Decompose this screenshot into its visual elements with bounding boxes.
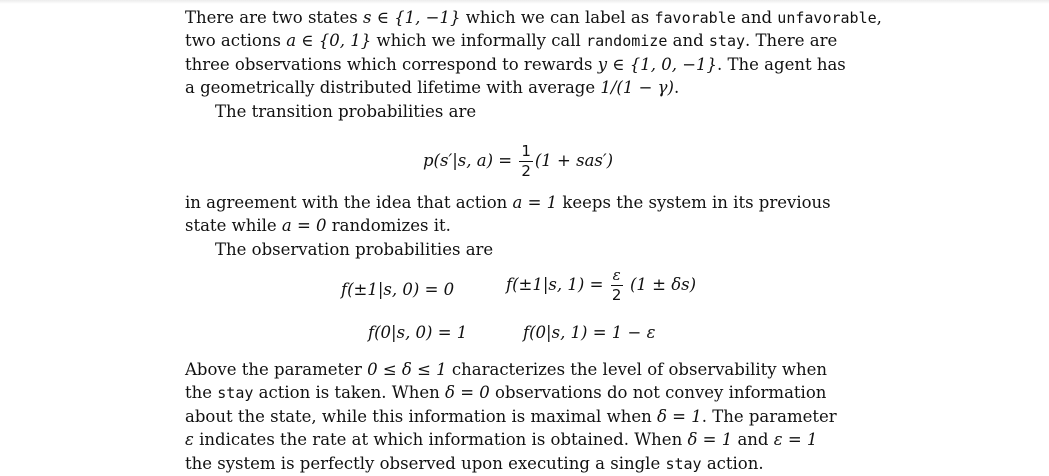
paragraph1-line2 [185,29,885,52]
text: and [735,8,778,27]
text: keeps the system in its previous [557,193,831,212]
text: The transition probabilities are [215,101,477,121]
math-a-eq-0: a = 0 [281,216,327,236]
math-rewards-set: y ∈ {1, 0, −1} [597,54,718,74]
math-f-0-s1: f(0|s, 1) = 1 − ε [523,323,656,342]
paragraph2-line1 [185,191,885,214]
document-body [185,6,885,123]
text: action. [701,453,764,473]
text: observations do not convey information [489,383,827,403]
paragraph1-line3 [185,53,885,76]
text: characterizes the level of observability when [446,360,827,379]
text: three observations which correspond to rewards [185,54,598,74]
text: indicates the rate at which information is obtained. When [193,430,688,450]
text: which we can label as [460,8,655,27]
text: . [673,78,680,98]
code-stay: stay [217,384,254,403]
math-epsilon: ε [185,430,194,450]
math-f-pm1-s0: f(±1|s, 0) = 0 [341,280,455,299]
paragraph3-line2 [185,381,885,404]
code-stay: stay [708,32,746,51]
fraction-eps-half [611,268,623,303]
fraction-denominator: 2 [611,286,622,304]
text: and [667,31,709,51]
code-stay: stay [665,454,702,473]
text: which we informally call [371,31,587,51]
observation-eq2-left [368,323,467,342]
transition-equation [423,144,613,179]
fraction-numerator: ε [612,266,621,284]
paragraph3-line1 [185,358,885,381]
code-unfavorable: unfavorable [777,9,877,27]
math-rhs: (1 + sas′) [534,151,614,170]
text: The observation probabilities are [215,239,494,259]
text: about the state, while this information is maximal when [185,406,657,426]
observation-eq1-left [341,280,454,299]
paragraph1-line4 [185,76,885,99]
text: Above the parameter [185,360,368,379]
math-a-eq-1: a = 1 [512,193,558,212]
text: the [185,383,218,403]
text: the system is perfectly observed upon executing a single [185,453,666,473]
math-delta-eq-0: δ = 0 [445,383,490,403]
text: action is taken. When [253,383,446,403]
fraction-numerator: 1 [521,142,531,160]
code-randomize: randomize [586,32,668,51]
math-f-pm1-s1-rhs: (1 ± δs) [629,275,697,294]
paragraph2-line2 [185,214,885,237]
text: There are two states [185,8,364,27]
text: and [732,430,774,450]
top-shadow [0,0,1049,4]
transition-intro [185,100,885,123]
math-delta-eq-1: δ = 1 [687,430,733,450]
text: a geometrically distributed lifetime with average [185,78,601,98]
math-epsilon-eq-1: ε = 1 [773,430,818,450]
text: . There are [745,31,838,51]
paragraph2 [185,191,885,261]
observation-eq1-right [506,268,696,303]
paragraph3-line3 [185,405,885,428]
math-delta-eq-1: δ = 1 [656,406,702,426]
math-lifetime: 1/(1 − γ) [600,78,674,98]
paragraph3-line5 [185,452,885,475]
paragraph1-line1 [185,6,885,29]
code-favorable: favorable [654,9,736,27]
paragraph3-line4 [185,428,885,451]
paragraph3 [185,358,885,475]
text: in agreement with the idea that action [185,193,513,212]
text: two actions [185,31,287,51]
fraction-denominator: 2 [521,162,531,180]
math-actions-set: a ∈ {0, 1} [286,31,372,51]
text: . The parameter [701,406,837,426]
fraction-half [519,144,533,179]
math-states-set: s ∈ {1, −1} [363,8,461,27]
text: randomizes it. [326,216,451,236]
text: , [876,8,882,27]
math-f-pm1-s1-lhs: f(±1|s, 1) = [506,275,604,294]
observation-intro [185,238,885,261]
math-f-0-s0: f(0|s, 0) = 1 [368,323,468,342]
observation-eq2-right [523,323,655,342]
math-lhs: p(s′|s, a) = [423,151,513,170]
text: . The agent has [717,54,846,74]
math-delta-range: 0 ≤ δ ≤ 1 [367,360,447,379]
text: state while [185,216,282,236]
